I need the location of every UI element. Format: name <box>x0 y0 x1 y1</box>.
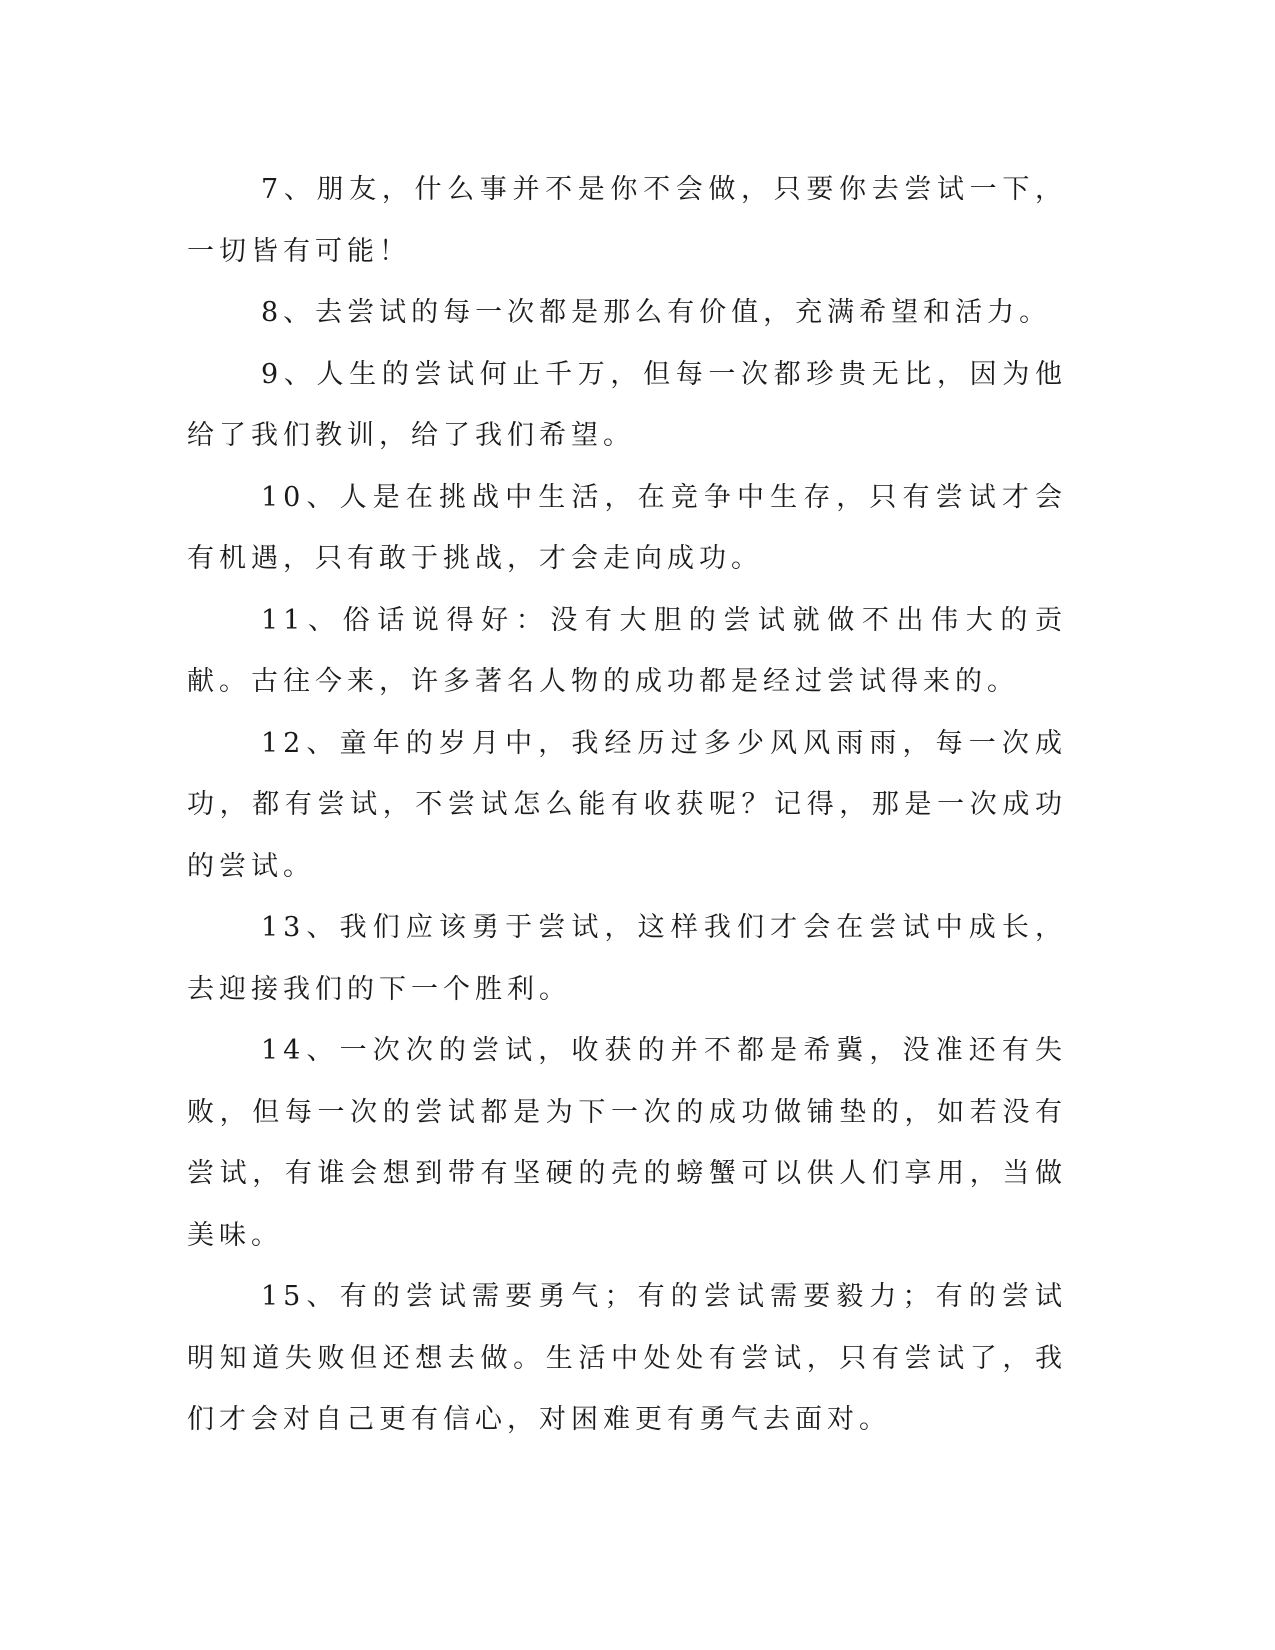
paragraph-13: 13、我们应该勇于尝试，这样我们才会在尝试中成长，去迎接我们的下一个胜利。 <box>187 912 1067 1005</box>
paragraph-15: 15、有的尝试需要勇气；有的尝试需要毅力；有的尝试明知道失败但还想去做。生活中处处有尝试，只有尝试了，我们才会对自己更有信心，对困难更有勇气去面对。 <box>187 1281 1067 1435</box>
paragraph-12: 12、童年的岁月中，我经历过多少风风雨雨，每一次成功，都有尝试，不尝试怎么能有收获呢？记得，那是一次成功的尝试。 <box>187 727 1067 882</box>
document-body <box>187 159 1067 1451</box>
paragraph-10: 10、人是在挑战中生活，在竞争中生存，只有尝试才会有机遇，只有敢于挑战，才会走向成功。 <box>187 481 1067 574</box>
paragraph-7: 7、朋友，什么事并不是你不会做，只要你去尝试一下，一切皆有可能！ <box>187 174 1067 267</box>
paragraph-8: 8、去尝试的每一次都是那么有价值，充满希望和活力。 <box>261 297 1052 328</box>
paragraph-11: 11、俗话说得好：没有大胆的尝试就做不出伟大的贡献。古往今来，许多著名人物的成功都是经过尝试得来的。 <box>187 604 1067 697</box>
paragraph-14: 14、一次次的尝试，收获的并不都是希冀，没准还有失败，但每一次的尝试都是为下一次的成功做铺垫的，如若没有尝试，有谁会想到带有坚硬的壳的螃蟹可以供人们享用，当做美味。 <box>187 1035 1067 1251</box>
paragraph-9: 9、人生的尝试何止千万，但每一次都珍贵无比，因为他给了我们教训，给了我们希望。 <box>187 358 1067 451</box>
